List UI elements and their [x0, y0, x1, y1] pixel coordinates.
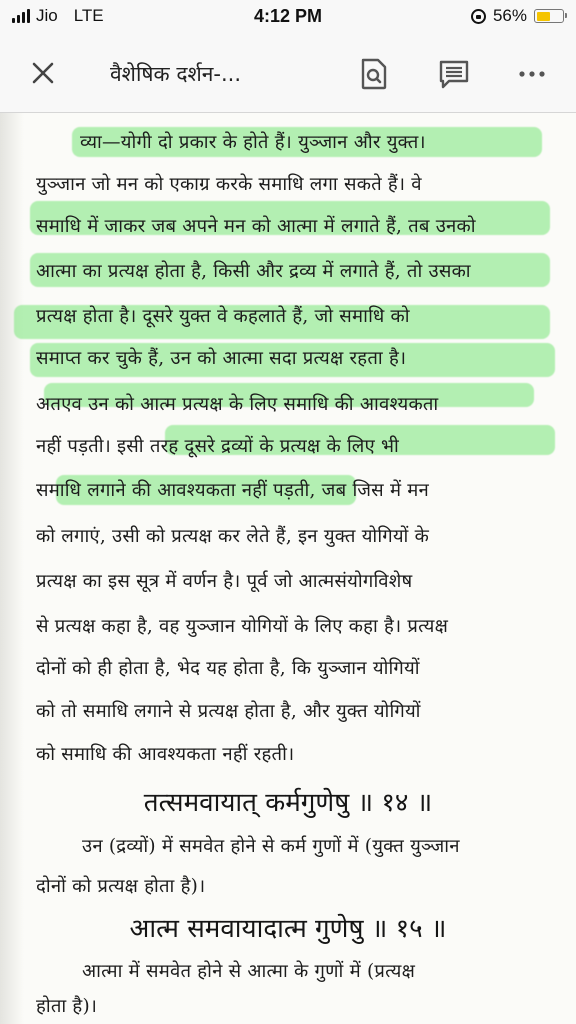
text-line: से प्रत्यक्ष कहा है, वह युञ्जान योगियों के लिए कहा है। प्रत्यक्ष: [36, 616, 449, 637]
clock: 4:12 PM: [253, 6, 323, 26]
close-button[interactable]: [26, 56, 60, 90]
sutra-heading: तत्समवायात् कर्मगुणेषु ॥ १४ ॥: [143, 788, 433, 818]
text-line: प्रत्यक्ष का इस सूत्र में वर्णन है। पूर्व जो आत्मसंयोगविशेष: [36, 571, 413, 592]
commentary-line: होता है)।: [36, 996, 98, 1017]
text-line: नहीं पड़ती। इसी तरह दूसरे द्रव्यों के प्रत्यक्ष के लिए भी: [36, 436, 399, 457]
carrier-label: Jio: [36, 6, 58, 25]
text-line: को तो समाधि लगाने से प्रत्यक्ष होता है, और युक्त योगियों: [36, 701, 421, 722]
text-line: को लगाएं, उसी को प्रत्यक्ष कर लेते हैं, इन युक्त योगियों के: [36, 526, 430, 547]
status-right: [471, 6, 564, 26]
text-line: समाप्त कर चुके हैं, उन को आत्मा सदा प्रत्यक्ष रहता है।: [36, 348, 407, 369]
comment-button[interactable]: [434, 54, 474, 94]
network-label: LTE: [73, 6, 104, 25]
text-line: प्रत्यक्ष होता है। दूसरे युक्त वे कहलाते हैं, जो समाधि को: [36, 306, 410, 327]
text-line: दोनों को ही होता है, भेद यह होता है, कि युञ्जान योगियों: [36, 658, 420, 679]
commentary-line: उन (द्रव्यों) में समवेत होने से कर्म गुणों में (युक्त युञ्जान: [82, 836, 460, 857]
document-toolbar: [0, 36, 576, 113]
search-document-button[interactable]: [354, 54, 394, 94]
text-line: आत्मा का प्रत्यक्ष होता है, किसी और द्रव्य में लगाते हैं, तो उसका: [36, 261, 471, 282]
document-title: वैशेषिक दर्शन-...: [110, 62, 242, 86]
comment-icon: [437, 57, 471, 91]
status-bar: [0, 0, 576, 36]
battery-percent: 56%: [492, 6, 527, 25]
document-search-icon: [359, 57, 389, 91]
commentary-line: दोनों को प्रत्यक्ष होता है)।: [36, 876, 206, 897]
battery-level: [537, 12, 550, 21]
text-line: व्या—योगी दो प्रकार के होते हैं। युञ्जान और युक्त।: [80, 132, 426, 153]
commentary-line: आत्मा में समवेत होने से आत्मा के गुणों में (प्रत्यक्ष: [82, 961, 416, 982]
battery-icon: [534, 9, 564, 23]
close-icon: [26, 56, 60, 90]
more-options-button[interactable]: [512, 54, 552, 94]
pdf-page[interactable]: [0, 113, 576, 1024]
text-line: युञ्जान जो मन को एकाग्र करके समाधि लगा सकते हैं। वे: [36, 174, 422, 195]
text-line: को समाधि की आवश्यकता नहीं रहती।: [36, 744, 295, 765]
text-line: समाधि में जाकर जब अपने मन को आत्मा में लगाते हैं, तब उनको: [36, 216, 476, 237]
sutra-heading: आत्म समवायादात्म गुणेषु ॥ १५ ॥: [129, 914, 447, 944]
text-line: अतएव उन को आत्म प्रत्यक्ष के लिए समाधि की आवश्यकता: [36, 394, 439, 415]
text-line: समाधि लगाने की आवश्यकता नहीं पड़ती, जब जिस में मन: [36, 480, 430, 501]
orientation-lock-icon: [471, 9, 486, 24]
more-horizontal-icon: [517, 69, 547, 79]
